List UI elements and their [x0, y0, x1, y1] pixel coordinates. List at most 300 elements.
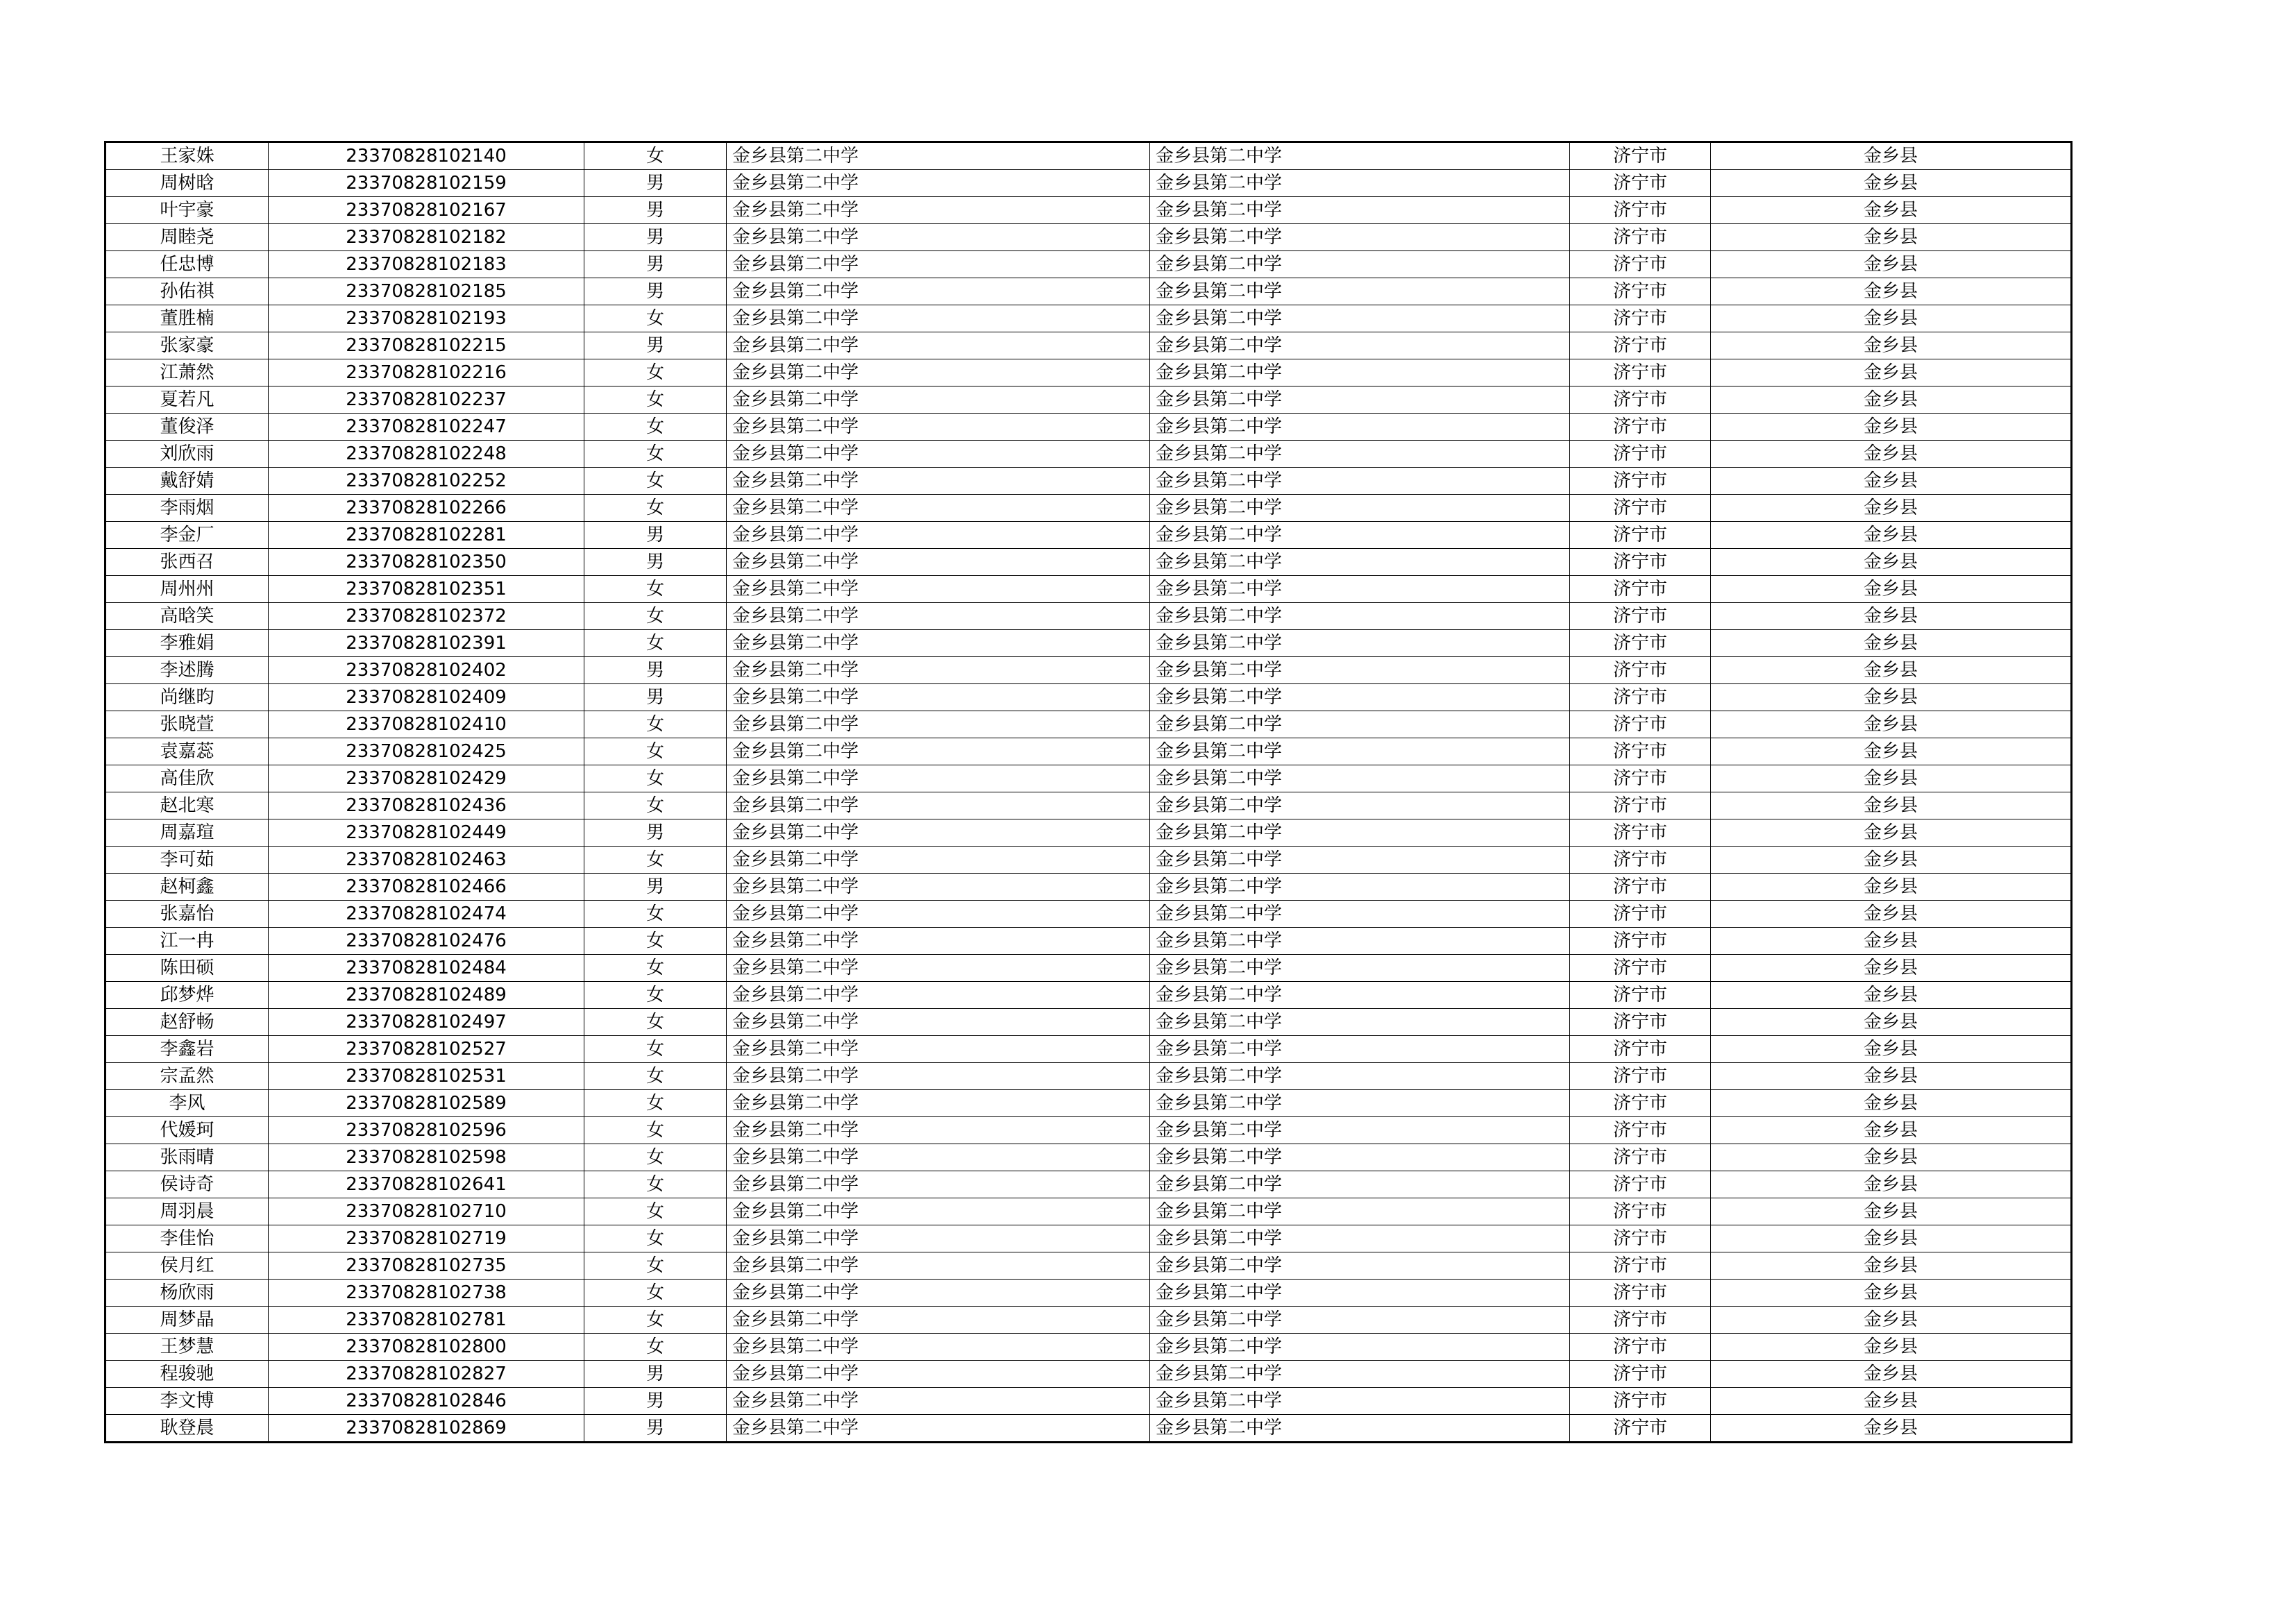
city-cell: 济宁市 [1570, 874, 1711, 901]
graduating-school-cell: 金乡县第二中学 [727, 1280, 1150, 1307]
county-cell: 金乡县 [1711, 711, 2072, 738]
admitted-school-cell: 金乡县第二中学 [1150, 197, 1570, 224]
gender-cell: 女 [584, 414, 727, 441]
exam-id-cell: 23370828102215 [269, 332, 584, 359]
county-cell: 金乡县 [1711, 1307, 2072, 1334]
graduating-school-cell: 金乡县第二中学 [727, 1361, 1150, 1388]
city-cell: 济宁市 [1570, 224, 1711, 251]
exam-id-cell: 23370828102738 [269, 1280, 584, 1307]
student-name-cell: 孙佑祺 [105, 278, 269, 305]
city-cell: 济宁市 [1570, 684, 1711, 711]
county-cell: 金乡县 [1711, 1036, 2072, 1063]
gender-cell: 女 [584, 1090, 727, 1117]
admitted-school-cell: 金乡县第二中学 [1150, 630, 1570, 657]
county-cell: 金乡县 [1711, 1090, 2072, 1117]
table-row [105, 711, 2072, 738]
exam-id-cell: 23370828102781 [269, 1307, 584, 1334]
county-cell: 金乡县 [1711, 901, 2072, 928]
graduating-school-cell: 金乡县第二中学 [727, 441, 1150, 468]
exam-id-cell: 23370828102827 [269, 1361, 584, 1388]
graduating-school-cell: 金乡县第二中学 [727, 874, 1150, 901]
admitted-school-cell: 金乡县第二中学 [1150, 1280, 1570, 1307]
exam-id-cell: 23370828102425 [269, 738, 584, 765]
city-cell: 济宁市 [1570, 1117, 1711, 1144]
county-cell: 金乡县 [1711, 874, 2072, 901]
county-cell: 金乡县 [1711, 414, 2072, 441]
table-row [105, 901, 2072, 928]
student-name-cell: 赵北寒 [105, 792, 269, 819]
student-name-cell: 代媛珂 [105, 1117, 269, 1144]
admitted-school-cell: 金乡县第二中学 [1150, 1090, 1570, 1117]
county-cell: 金乡县 [1711, 1388, 2072, 1415]
table-row [105, 1198, 2072, 1225]
county-cell: 金乡县 [1711, 1063, 2072, 1090]
city-cell: 济宁市 [1570, 1063, 1711, 1090]
city-cell: 济宁市 [1570, 982, 1711, 1009]
graduating-school-cell: 金乡县第二中学 [727, 684, 1150, 711]
table-row [105, 847, 2072, 874]
gender-cell: 男 [584, 197, 727, 224]
county-cell: 金乡县 [1711, 278, 2072, 305]
county-cell: 金乡县 [1711, 359, 2072, 386]
gender-cell: 女 [584, 468, 727, 495]
exam-id-cell: 23370828102237 [269, 386, 584, 414]
city-cell: 济宁市 [1570, 278, 1711, 305]
student-name-cell: 尚继昀 [105, 684, 269, 711]
county-cell: 金乡县 [1711, 576, 2072, 603]
county-cell: 金乡县 [1711, 549, 2072, 576]
graduating-school-cell: 金乡县第二中学 [727, 197, 1150, 224]
admitted-school-cell: 金乡县第二中学 [1150, 1036, 1570, 1063]
gender-cell: 女 [584, 1225, 727, 1252]
admitted-school-cell: 金乡县第二中学 [1150, 928, 1570, 955]
admitted-school-cell: 金乡县第二中学 [1150, 1198, 1570, 1225]
gender-cell: 女 [584, 792, 727, 819]
exam-id-cell: 23370828102800 [269, 1334, 584, 1361]
county-cell: 金乡县 [1711, 522, 2072, 549]
gender-cell: 女 [584, 955, 727, 982]
table-row [105, 819, 2072, 847]
city-cell: 济宁市 [1570, 1361, 1711, 1388]
table-row [105, 955, 2072, 982]
gender-cell: 女 [584, 1117, 727, 1144]
city-cell: 济宁市 [1570, 386, 1711, 414]
table-row [105, 738, 2072, 765]
graduating-school-cell: 金乡县第二中学 [727, 738, 1150, 765]
student-name-cell: 王家姝 [105, 142, 269, 170]
graduating-school-cell: 金乡县第二中学 [727, 792, 1150, 819]
student-name-cell: 袁嘉蕊 [105, 738, 269, 765]
student-name-cell: 李可茹 [105, 847, 269, 874]
city-cell: 济宁市 [1570, 495, 1711, 522]
gender-cell: 女 [584, 441, 727, 468]
city-cell: 济宁市 [1570, 657, 1711, 684]
gender-cell: 男 [584, 1388, 727, 1415]
admitted-school-cell: 金乡县第二中学 [1150, 982, 1570, 1009]
table-row [105, 603, 2072, 630]
table-row [105, 982, 2072, 1009]
gender-cell: 女 [584, 928, 727, 955]
exam-id-cell: 23370828102846 [269, 1388, 584, 1415]
admitted-school-cell: 金乡县第二中学 [1150, 847, 1570, 874]
admitted-school-cell: 金乡县第二中学 [1150, 359, 1570, 386]
table-row [105, 359, 2072, 386]
gender-cell: 女 [584, 630, 727, 657]
student-name-cell: 刘欣雨 [105, 441, 269, 468]
admitted-school-cell: 金乡县第二中学 [1150, 576, 1570, 603]
exam-id-cell: 23370828102266 [269, 495, 584, 522]
gender-cell: 女 [584, 305, 727, 332]
table-row [105, 1280, 2072, 1307]
graduating-school-cell: 金乡县第二中学 [727, 386, 1150, 414]
exam-id-cell: 23370828102489 [269, 982, 584, 1009]
gender-cell: 男 [584, 224, 727, 251]
student-name-cell: 杨欣雨 [105, 1280, 269, 1307]
student-name-cell: 宗孟然 [105, 1063, 269, 1090]
student-name-cell: 周睦尧 [105, 224, 269, 251]
graduating-school-cell: 金乡县第二中学 [727, 549, 1150, 576]
gender-cell: 女 [584, 603, 727, 630]
student-name-cell: 任忠博 [105, 251, 269, 278]
graduating-school-cell: 金乡县第二中学 [727, 522, 1150, 549]
graduating-school-cell: 金乡县第二中学 [727, 1144, 1150, 1171]
county-cell: 金乡县 [1711, 1361, 2072, 1388]
exam-id-cell: 23370828102449 [269, 819, 584, 847]
student-name-cell: 李雅娟 [105, 630, 269, 657]
student-name-cell: 邱梦烨 [105, 982, 269, 1009]
graduating-school-cell: 金乡县第二中学 [727, 630, 1150, 657]
graduating-school-cell: 金乡县第二中学 [727, 170, 1150, 197]
student-name-cell: 赵柯鑫 [105, 874, 269, 901]
exam-id-cell: 23370828102252 [269, 468, 584, 495]
admitted-school-cell: 金乡县第二中学 [1150, 603, 1570, 630]
gender-cell: 男 [584, 522, 727, 549]
city-cell: 济宁市 [1570, 1307, 1711, 1334]
admitted-school-cell: 金乡县第二中学 [1150, 684, 1570, 711]
gender-cell: 女 [584, 576, 727, 603]
city-cell: 济宁市 [1570, 1415, 1711, 1443]
admitted-school-cell: 金乡县第二中学 [1150, 1063, 1570, 1090]
admitted-school-cell: 金乡县第二中学 [1150, 657, 1570, 684]
gender-cell: 女 [584, 1198, 727, 1225]
gender-cell: 男 [584, 170, 727, 197]
table-row [105, 1171, 2072, 1198]
county-cell: 金乡县 [1711, 630, 2072, 657]
graduating-school-cell: 金乡县第二中学 [727, 901, 1150, 928]
table-row [105, 1090, 2072, 1117]
student-name-cell: 李雨烟 [105, 495, 269, 522]
gender-cell: 女 [584, 901, 727, 928]
student-name-cell: 李佳怡 [105, 1225, 269, 1252]
student-name-cell: 张雨晴 [105, 1144, 269, 1171]
city-cell: 济宁市 [1570, 414, 1711, 441]
student-name-cell: 董俊泽 [105, 414, 269, 441]
city-cell: 济宁市 [1570, 1198, 1711, 1225]
admitted-school-cell: 金乡县第二中学 [1150, 1009, 1570, 1036]
graduating-school-cell: 金乡县第二中学 [727, 224, 1150, 251]
graduating-school-cell: 金乡县第二中学 [727, 847, 1150, 874]
admitted-school-cell: 金乡县第二中学 [1150, 522, 1570, 549]
table-row [105, 1009, 2072, 1036]
county-cell: 金乡县 [1711, 1225, 2072, 1252]
student-name-cell: 李文博 [105, 1388, 269, 1415]
county-cell: 金乡县 [1711, 603, 2072, 630]
county-cell: 金乡县 [1711, 657, 2072, 684]
city-cell: 济宁市 [1570, 630, 1711, 657]
gender-cell: 男 [584, 332, 727, 359]
exam-id-cell: 23370828102391 [269, 630, 584, 657]
student-name-cell: 周羽晨 [105, 1198, 269, 1225]
table-row [105, 522, 2072, 549]
exam-id-cell: 23370828102409 [269, 684, 584, 711]
city-cell: 济宁市 [1570, 955, 1711, 982]
student-name-cell: 张嘉怡 [105, 901, 269, 928]
admitted-school-cell: 金乡县第二中学 [1150, 170, 1570, 197]
city-cell: 济宁市 [1570, 1171, 1711, 1198]
city-cell: 济宁市 [1570, 738, 1711, 765]
table-row [105, 1334, 2072, 1361]
county-cell: 金乡县 [1711, 982, 2072, 1009]
gender-cell: 女 [584, 1171, 727, 1198]
exam-id-cell: 23370828102247 [269, 414, 584, 441]
student-name-cell: 戴舒婧 [105, 468, 269, 495]
student-name-cell: 侯月红 [105, 1252, 269, 1280]
city-cell: 济宁市 [1570, 576, 1711, 603]
graduating-school-cell: 金乡县第二中学 [727, 1225, 1150, 1252]
county-cell: 金乡县 [1711, 305, 2072, 332]
admitted-school-cell: 金乡县第二中学 [1150, 1307, 1570, 1334]
admitted-school-cell: 金乡县第二中学 [1150, 901, 1570, 928]
admitted-school-cell: 金乡县第二中学 [1150, 386, 1570, 414]
graduating-school-cell: 金乡县第二中学 [727, 359, 1150, 386]
student-name-cell: 高晗笑 [105, 603, 269, 630]
county-cell: 金乡县 [1711, 1171, 2072, 1198]
table-row [105, 684, 2072, 711]
exam-id-cell: 23370828102183 [269, 251, 584, 278]
county-cell: 金乡县 [1711, 251, 2072, 278]
admitted-school-cell: 金乡县第二中学 [1150, 1361, 1570, 1388]
exam-id-cell: 23370828102402 [269, 657, 584, 684]
student-name-cell: 程骏驰 [105, 1361, 269, 1388]
admitted-school-cell: 金乡县第二中学 [1150, 441, 1570, 468]
table-row [105, 1361, 2072, 1388]
exam-id-cell: 23370828102641 [269, 1171, 584, 1198]
student-name-cell: 董胜楠 [105, 305, 269, 332]
county-cell: 金乡县 [1711, 1334, 2072, 1361]
county-cell: 金乡县 [1711, 224, 2072, 251]
exam-id-cell: 23370828102466 [269, 874, 584, 901]
graduating-school-cell: 金乡县第二中学 [727, 765, 1150, 792]
gender-cell: 男 [584, 549, 727, 576]
table-row [105, 1388, 2072, 1415]
admitted-school-cell: 金乡县第二中学 [1150, 251, 1570, 278]
graduating-school-cell: 金乡县第二中学 [727, 657, 1150, 684]
exam-id-cell: 23370828102719 [269, 1225, 584, 1252]
exam-id-cell: 23370828102497 [269, 1009, 584, 1036]
admitted-school-cell: 金乡县第二中学 [1150, 1117, 1570, 1144]
graduating-school-cell: 金乡县第二中学 [727, 711, 1150, 738]
county-cell: 金乡县 [1711, 847, 2072, 874]
gender-cell: 男 [584, 278, 727, 305]
city-cell: 济宁市 [1570, 1280, 1711, 1307]
admitted-school-cell: 金乡县第二中学 [1150, 305, 1570, 332]
table-row [105, 142, 2072, 170]
student-name-cell: 江萧然 [105, 359, 269, 386]
county-cell: 金乡县 [1711, 765, 2072, 792]
admitted-school-cell: 金乡县第二中学 [1150, 792, 1570, 819]
gender-cell: 男 [584, 1415, 727, 1443]
county-cell: 金乡县 [1711, 495, 2072, 522]
city-cell: 济宁市 [1570, 1090, 1711, 1117]
gender-cell: 女 [584, 1063, 727, 1090]
county-cell: 金乡县 [1711, 1117, 2072, 1144]
graduating-school-cell: 金乡县第二中学 [727, 414, 1150, 441]
student-name-cell: 江一冉 [105, 928, 269, 955]
roster-sheet [104, 141, 2070, 1443]
city-cell: 济宁市 [1570, 1036, 1711, 1063]
table-row [105, 224, 2072, 251]
table-row [105, 495, 2072, 522]
city-cell: 济宁市 [1570, 468, 1711, 495]
admitted-school-cell: 金乡县第二中学 [1150, 711, 1570, 738]
county-cell: 金乡县 [1711, 738, 2072, 765]
admitted-school-cell: 金乡县第二中学 [1150, 142, 1570, 170]
gender-cell: 男 [584, 874, 727, 901]
graduating-school-cell: 金乡县第二中学 [727, 332, 1150, 359]
city-cell: 济宁市 [1570, 170, 1711, 197]
exam-id-cell: 23370828102159 [269, 170, 584, 197]
exam-id-cell: 23370828102596 [269, 1117, 584, 1144]
county-cell: 金乡县 [1711, 386, 2072, 414]
city-cell: 济宁市 [1570, 332, 1711, 359]
table-row [105, 170, 2072, 197]
county-cell: 金乡县 [1711, 468, 2072, 495]
exam-id-cell: 23370828102436 [269, 792, 584, 819]
table-row [105, 251, 2072, 278]
table-row [105, 332, 2072, 359]
exam-id-cell: 23370828102248 [269, 441, 584, 468]
graduating-school-cell: 金乡县第二中学 [727, 251, 1150, 278]
table-row [105, 657, 2072, 684]
student-name-cell: 李风 [105, 1090, 269, 1117]
admitted-school-cell: 金乡县第二中学 [1150, 1144, 1570, 1171]
city-cell: 济宁市 [1570, 765, 1711, 792]
county-cell: 金乡县 [1711, 792, 2072, 819]
admitted-school-cell: 金乡县第二中学 [1150, 414, 1570, 441]
exam-id-cell: 23370828102372 [269, 603, 584, 630]
student-name-cell: 赵舒畅 [105, 1009, 269, 1036]
county-cell: 金乡县 [1711, 955, 2072, 982]
gender-cell: 女 [584, 1009, 727, 1036]
county-cell: 金乡县 [1711, 1144, 2072, 1171]
table-row [105, 1307, 2072, 1334]
student-name-cell: 侯诗奇 [105, 1171, 269, 1198]
exam-id-cell: 23370828102869 [269, 1415, 584, 1443]
table-row [105, 197, 2072, 224]
city-cell: 济宁市 [1570, 1225, 1711, 1252]
graduating-school-cell: 金乡县第二中学 [727, 1388, 1150, 1415]
city-cell: 济宁市 [1570, 522, 1711, 549]
graduating-school-cell: 金乡县第二中学 [727, 1171, 1150, 1198]
table-row [105, 1036, 2072, 1063]
table-row [105, 1144, 2072, 1171]
city-cell: 济宁市 [1570, 1252, 1711, 1280]
graduating-school-cell: 金乡县第二中学 [727, 1252, 1150, 1280]
city-cell: 济宁市 [1570, 359, 1711, 386]
exam-id-cell: 23370828102167 [269, 197, 584, 224]
exam-id-cell: 23370828102474 [269, 901, 584, 928]
table-row [105, 386, 2072, 414]
gender-cell: 女 [584, 765, 727, 792]
city-cell: 济宁市 [1570, 847, 1711, 874]
exam-id-cell: 23370828102140 [269, 142, 584, 170]
city-cell: 济宁市 [1570, 928, 1711, 955]
graduating-school-cell: 金乡县第二中学 [727, 1090, 1150, 1117]
table-row [105, 576, 2072, 603]
graduating-school-cell: 金乡县第二中学 [727, 928, 1150, 955]
admitted-school-cell: 金乡县第二中学 [1150, 332, 1570, 359]
graduating-school-cell: 金乡县第二中学 [727, 1198, 1150, 1225]
exam-id-cell: 23370828102350 [269, 549, 584, 576]
student-name-cell: 叶宇豪 [105, 197, 269, 224]
city-cell: 济宁市 [1570, 1388, 1711, 1415]
table-row [105, 792, 2072, 819]
admitted-school-cell: 金乡县第二中学 [1150, 765, 1570, 792]
student-name-cell: 高佳欣 [105, 765, 269, 792]
exam-id-cell: 23370828102589 [269, 1090, 584, 1117]
city-cell: 济宁市 [1570, 441, 1711, 468]
gender-cell: 女 [584, 1036, 727, 1063]
student-name-cell: 李金厂 [105, 522, 269, 549]
city-cell: 济宁市 [1570, 711, 1711, 738]
admitted-school-cell: 金乡县第二中学 [1150, 1388, 1570, 1415]
county-cell: 金乡县 [1711, 170, 2072, 197]
graduating-school-cell: 金乡县第二中学 [727, 142, 1150, 170]
city-cell: 济宁市 [1570, 1144, 1711, 1171]
table-row [105, 1252, 2072, 1280]
gender-cell: 女 [584, 495, 727, 522]
graduating-school-cell: 金乡县第二中学 [727, 305, 1150, 332]
table-row [105, 278, 2072, 305]
graduating-school-cell: 金乡县第二中学 [727, 495, 1150, 522]
table-row [105, 414, 2072, 441]
county-cell: 金乡县 [1711, 142, 2072, 170]
admitted-school-cell: 金乡县第二中学 [1150, 278, 1570, 305]
admitted-school-cell: 金乡县第二中学 [1150, 495, 1570, 522]
county-cell: 金乡县 [1711, 928, 2072, 955]
graduating-school-cell: 金乡县第二中学 [727, 278, 1150, 305]
gender-cell: 女 [584, 738, 727, 765]
gender-cell: 男 [584, 1361, 727, 1388]
city-cell: 济宁市 [1570, 251, 1711, 278]
table-row [105, 1117, 2072, 1144]
gender-cell: 女 [584, 1144, 727, 1171]
exam-id-cell: 23370828102182 [269, 224, 584, 251]
admitted-school-cell: 金乡县第二中学 [1150, 1252, 1570, 1280]
exam-id-cell: 23370828102463 [269, 847, 584, 874]
gender-cell: 女 [584, 1280, 727, 1307]
county-cell: 金乡县 [1711, 684, 2072, 711]
admitted-school-cell: 金乡县第二中学 [1150, 1225, 1570, 1252]
gender-cell: 女 [584, 711, 727, 738]
student-name-cell: 王梦慧 [105, 1334, 269, 1361]
exam-id-cell: 23370828102527 [269, 1036, 584, 1063]
gender-cell: 男 [584, 819, 727, 847]
table-row [105, 765, 2072, 792]
student-name-cell: 陈田硕 [105, 955, 269, 982]
table-row [105, 1063, 2072, 1090]
exam-id-cell: 23370828102281 [269, 522, 584, 549]
